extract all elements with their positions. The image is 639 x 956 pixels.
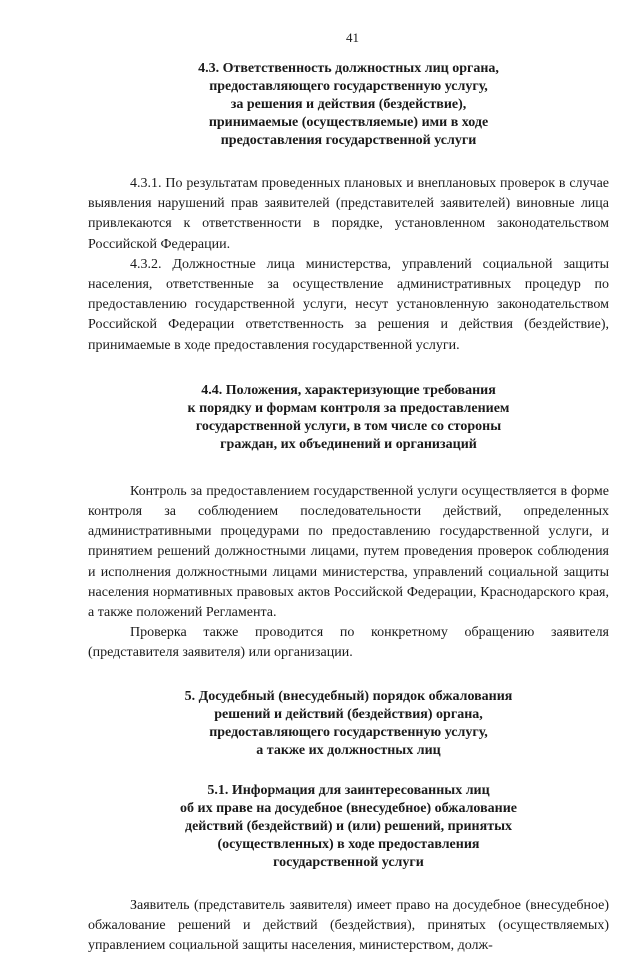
heading-line: государственной услуги — [273, 854, 424, 870]
paragraph-4-3-2: 4.3.2. Должностные лица министерства, управлений социальной защиты населения, ответственные за осуществление административных процедур по предоставлению государственной услуги, несут установленную законодательством Российской Федерации ответственность за решения и действия (бездействие), принимаемые в ходе предоставления государственной услуги. — [88, 256, 609, 353]
page-number: 41 — [346, 30, 359, 45]
heading-line: 4.4. Положения, характеризующие требования — [201, 382, 496, 398]
paragraph-control: Контроль за предоставлением государственной услуги осуществляется в форме контроля за соблюдением последовательности действий, определенных административными процедурами по предоставлению государственной услуги, и принятием решений должностными лицами, путем проведения проверок соблюдения и исполнения должностными лицами министерства, управлений социальной защиты населения нормативных правовых актов Российской Федерации, Краснодарского края, а также положений Регламента. — [88, 483, 609, 621]
heading-line: предоставляющего государственную услугу, — [209, 79, 488, 94]
heading-line: 5.1. Информация для заинтересованных лиц — [207, 782, 490, 798]
heading-line: принимаемые (осуществляемые) ими в ходе — [208, 115, 489, 130]
heading-line: граждан, их объединений и организаций — [220, 436, 477, 452]
section-5-heading — [88, 688, 609, 760]
heading-line: а также их должностных лиц — [256, 742, 441, 758]
heading-line: государственной услуги, в том числе со стороны — [195, 418, 502, 434]
heading-line: (осуществленных) в ходе предоставления — [217, 836, 480, 852]
heading-line: действий (бездействий) и (или) решений, принятых — [185, 818, 512, 834]
section-5-1-heading — [88, 782, 609, 872]
heading-line: решений и действий (бездействия) органа, — [214, 706, 483, 722]
heading-line: к порядку и формам контроля за предоставлением — [187, 400, 510, 416]
paragraph-check: Проверка также проводится по конкретному обращению заявителя (представителя заявителя) или организации. — [88, 625, 609, 661]
paragraph-4-3-1: 4.3.1. По результатам проведенных плановых и внеплановых проверок в случае выявления нарушений прав заявителей (представителей заявителей) виновные лица привлекаются к ответственности в порядке, установленном законодательством Российской Федерации. — [88, 176, 609, 252]
paragraph-applicant-right: Заявитель (представитель заявителя) имеет право на досудебное (внесудебное) обжалование решений и действий (бездействия), принятых (осуществляемых) управлением социальной защиты населения, министерством, долж- — [88, 897, 609, 954]
heading-line: за решения и действия (бездействие), — [230, 97, 467, 112]
heading-line: предоставляющего государственную услугу, — [209, 724, 488, 740]
section-4-4-heading — [88, 382, 609, 454]
section-4-3-heading — [88, 60, 609, 150]
heading-line: предоставления государственной услуги — [220, 133, 477, 148]
heading-line: 5. Досудебный (внесудебный) порядок обжалования — [184, 688, 513, 704]
heading-line: об их праве на досудебное (внесудебное) обжалование — [180, 800, 517, 816]
heading-line: 4.3. Ответственность должностных лиц органа, — [198, 61, 499, 76]
